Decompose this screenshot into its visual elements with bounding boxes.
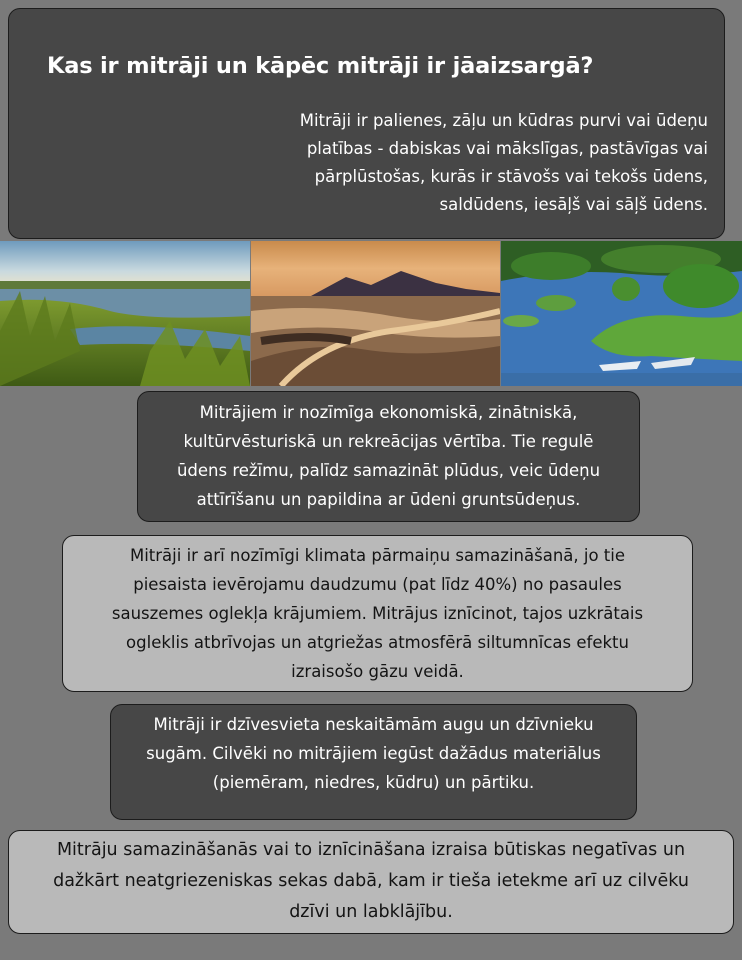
value-text bbox=[138, 398, 639, 514]
climate-text bbox=[63, 541, 692, 686]
text-line: sugām. Cilvēki no mitrājiem iegūst dažādus materiālus bbox=[146, 744, 601, 763]
page-title: Kas ir mitrāji un kāpēc mitrāji ir jāaizsargā? bbox=[47, 53, 594, 79]
intro-line: saldūdens, iesāļš vai sāļš ūdens. bbox=[439, 195, 708, 214]
consequences-panel bbox=[8, 830, 734, 934]
delta-photo bbox=[251, 241, 500, 386]
text-line: Mitrāji ir dzīvesvieta neskaitāmām augu un dzīvnieku bbox=[153, 715, 594, 734]
text-line: kultūrvēsturiskā un rekreācijas vērtība. Tie regulē bbox=[183, 432, 594, 451]
text-line: sauszemes oglekļa krājumiem. Mitrājus iznīcinot, tajos uzkrātais bbox=[111, 604, 644, 623]
text-line: attīrīšanu un papildina ar ūdeni gruntsūdeņus. bbox=[196, 490, 581, 509]
climate-panel bbox=[62, 535, 693, 692]
intro-line: platības - dabiskas vai mākslīgas, pastāvīgas vai bbox=[306, 139, 708, 158]
intro-line: pārplūstošas, kurās ir stāvošs vai tekošs ūdens, bbox=[314, 167, 708, 186]
text-line: ūdens režīmu, palīdz samazināt plūdus, veic ūdeņu bbox=[176, 461, 601, 480]
photo-strip bbox=[0, 241, 742, 386]
text-line: Mitrāji ir arī nozīmīgi klimata pārmaiņu samazināšanā, jo tie bbox=[129, 546, 626, 565]
intro-text bbox=[188, 107, 708, 219]
value-panel bbox=[137, 391, 640, 522]
intro-line: Mitrāji ir palienes, zāļu un kūdras purvi vai ūdeņu bbox=[299, 111, 708, 130]
header-panel bbox=[8, 8, 725, 239]
consequences-text bbox=[9, 835, 733, 928]
text-line: dzīvi un labklājību. bbox=[289, 902, 453, 922]
text-line: (piemēram, niedres, kūdru) un pārtiku. bbox=[212, 773, 535, 792]
text-line: ogleklis atbrīvojas un atgriežas atmosfērā siltumnīcas efektu bbox=[126, 633, 629, 652]
text-line: Mitrājiem ir nozīmīga ekonomiskā, zinātniskā, bbox=[199, 403, 578, 422]
text-line: Mitrāju samazināšanās vai to iznīcināšana izraisa būtiskas negatīvas un bbox=[56, 840, 686, 860]
text-line: piesaista ievērojamu daudzumu (pat līdz 40%) no pasaules bbox=[133, 575, 622, 594]
habitat-text bbox=[111, 710, 636, 797]
marsh-photo bbox=[0, 241, 250, 386]
habitat-panel bbox=[110, 704, 637, 820]
lagoon-photo bbox=[501, 241, 742, 386]
text-line: dažkārt neatgriezeniskas sekas dabā, kam ir tieša ietekme arī uz cilvēku bbox=[53, 871, 689, 891]
text-line: izraisošo gāzu veidā. bbox=[291, 662, 464, 681]
